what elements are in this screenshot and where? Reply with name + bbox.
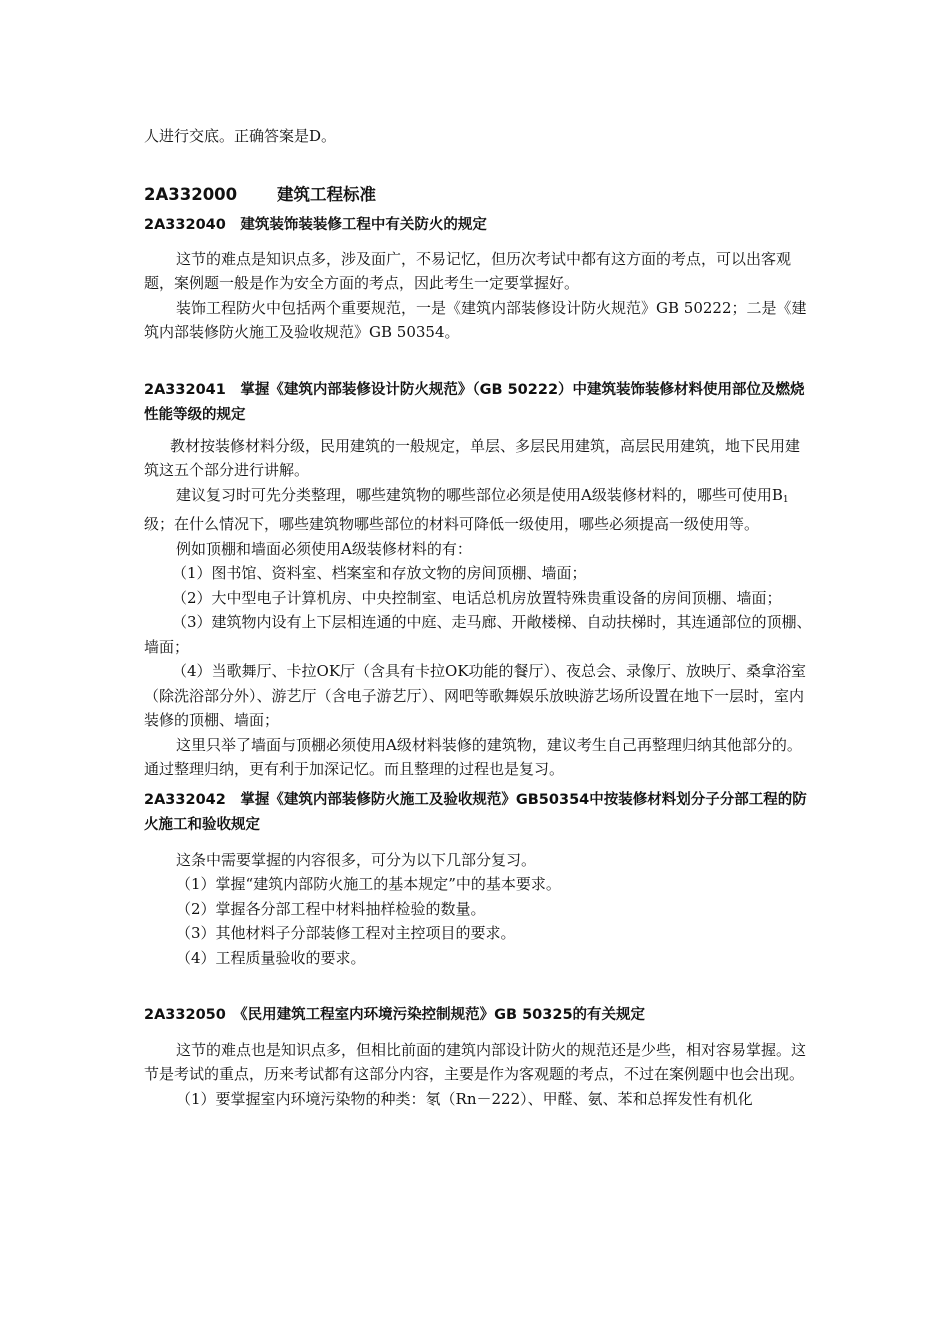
chapter-title: 建筑工程标准 bbox=[277, 184, 376, 204]
paragraph: 装饰工程防火中包括两个重要规范，一是《建筑内部装修设计防火规范》GB 50222；二是《建筑内部装修防火施工及验收规范》GB 50354。 bbox=[144, 298, 807, 341]
paragraph-text: 级；在什么情况下，哪些建筑物哪些部位的材料可降低一级使用，哪些必须提高一级使用等。 bbox=[144, 515, 760, 533]
section-heading-2a332040: 2A332040 建筑装饰装装修工程中有关防火的规定 bbox=[144, 217, 487, 233]
paragraph: 这里只举了墙面与顶棚必须使用A级材料装修的建筑物，建议考生自己再整理归纳其他部分的。通过整理归纳，更有利于加深记忆。而且整理的过程也是复习。 bbox=[144, 735, 802, 778]
section-heading-2a332042: 2A332042 掌握《建筑内部装修防火施工及验收规范》GB50354中按装修材料划分子分部工程的防火施工和验收规定 bbox=[144, 791, 807, 833]
list-item: （3）其他材料子分部装修工程对主控项目的要求。 bbox=[176, 924, 516, 942]
paragraph: 例如顶棚和墙面必须使用A级装修材料的有： bbox=[176, 539, 472, 558]
section-heading-2a332050: 2A332050 《民用建筑工程室内环境污染控制规范》GB 50325的有关规定 bbox=[144, 1007, 646, 1023]
paragraph-text: 建议复习时可先分类整理，哪些建筑物的哪些部位必须是使用A级装修材料的，哪些可使用B bbox=[176, 485, 783, 504]
subscript: 1 bbox=[782, 494, 789, 505]
paragraph: （1）要掌握室内环境污染物的种类：氡（Rn－222）、甲醛、氨、苯和总挥发性有机化 bbox=[176, 1089, 753, 1108]
list-item: （1）掌握“建筑内部防火施工的基本规定”中的基本要求。 bbox=[176, 875, 561, 893]
list-item: （4）工程质量验收的要求。 bbox=[176, 948, 366, 967]
list-item: （3）建筑物内设有上下层相连通的中庭、走马廊、开敞楼梯、自动扶梯时，其连通部位的顶棚、墙面； bbox=[144, 613, 812, 656]
list-item: （2）掌握各分部工程中材料抽样检验的数量。 bbox=[176, 899, 486, 918]
list-item: （4）当歌舞厅、卡拉OK厅（含具有卡拉OK功能的餐厅）、夜总会、录像厅、放映厅、桑拿浴室（除洗浴部分外）、游艺厅（含电子游艺厅）、网吧等歌舞娱乐放映游艺场所设置在地下一层时，室内装修的顶棚、墙面； bbox=[144, 662, 807, 729]
paragraph: 教材按装修材料分级，民用建筑的一般规定，单层、多层民用建筑，高层民用建筑，地下民用建筑这五个部分进行讲解。 bbox=[144, 436, 801, 479]
paragraph: 这条中需要掌握的内容很多，可分为以下几部分复习。 bbox=[176, 850, 537, 869]
document-content bbox=[144, 124, 812, 1111]
paragraph bbox=[144, 483, 812, 537]
list-item: （2）大中型电子计算机房、中央控制室、电话总机房放置特殊贵重设备的房间顶棚、墙面； bbox=[172, 588, 782, 607]
section-heading-2a332041: 2A332041 掌握《建筑内部装修设计防火规范》（GB 50222）中建筑装饰装修材料使用部位及燃烧性能等级的规定 bbox=[144, 381, 805, 423]
chapter-code: 2A332000 bbox=[144, 184, 238, 204]
paragraph: 这节的难点也是知识点多，但相比前面的建筑内部设计防火的规范还是少些，相对容易掌握。这节是考试的重点，历来考试都有这部分内容，主要是作为客观题的考点，不过在案例题中也会出现。 bbox=[144, 1040, 807, 1083]
chapter-heading bbox=[144, 183, 812, 208]
continuation-text: 人进行交底。正确答案是D。 bbox=[144, 127, 337, 145]
list-item: （1）图书馆、资料室、档案室和存放文物的房间顶棚、墙面； bbox=[172, 564, 587, 582]
paragraph: 这节的难点是知识点多，涉及面广，不易记忆，但历次考试中都有这方面的考点，可以出客观题，案例题一般是作为安全方面的考点，因此考生一定要掌握好。 bbox=[144, 249, 792, 292]
